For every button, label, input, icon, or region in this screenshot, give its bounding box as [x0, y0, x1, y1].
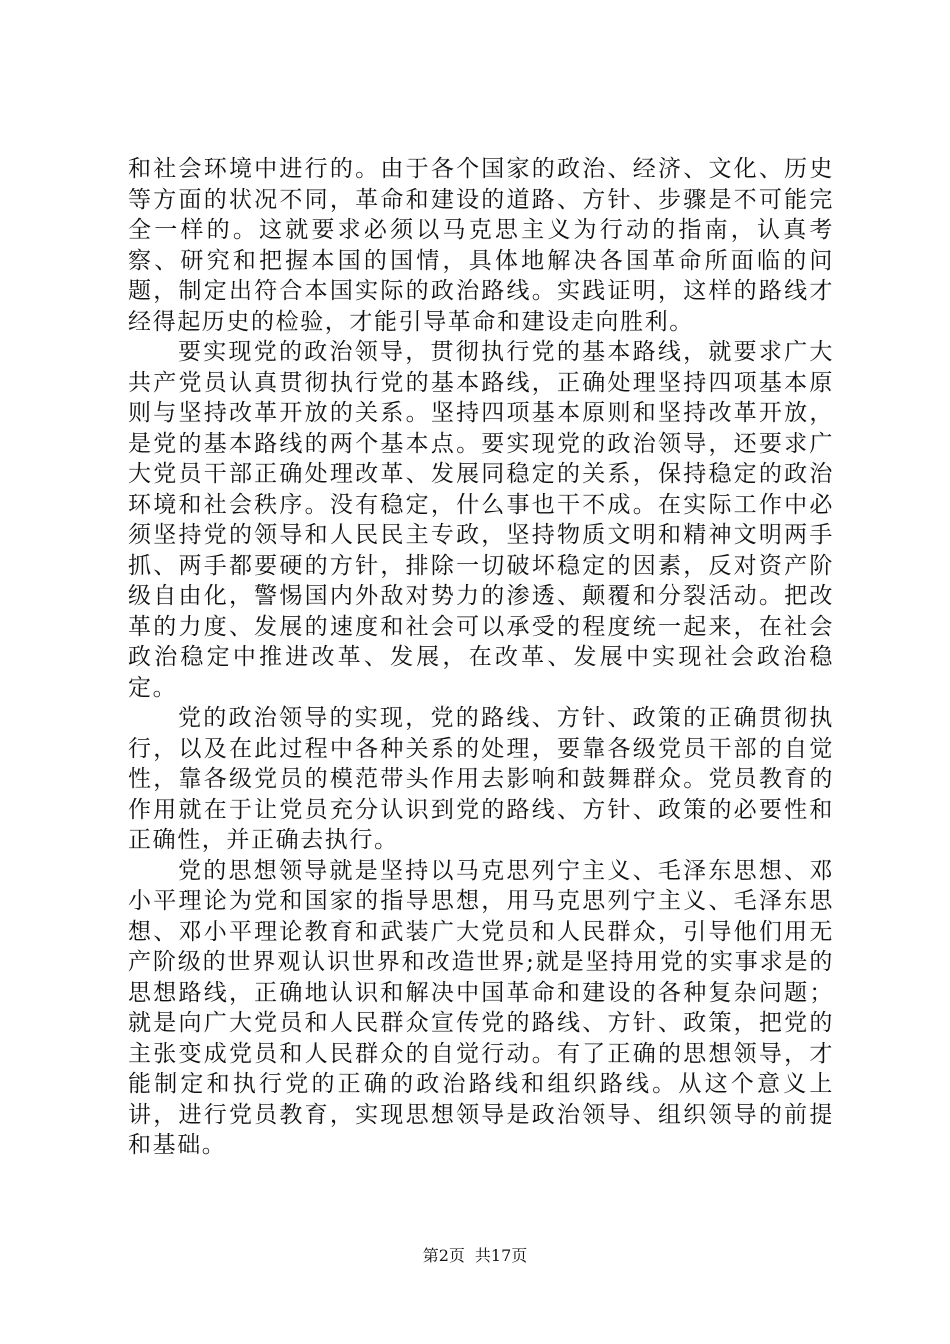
document-body [128, 154, 834, 1161]
page-number: 第2页 [422, 1246, 465, 1265]
page-total: 共17页 [474, 1246, 528, 1265]
paragraph-1: 和社会环境中进行的。由于各个国家的政治、经济、文化、历史等方面的状况不同，革命和建设的道路、方针、步骤是不可能完全一样的。这就要求必须以马克思主义为行动的指南，认真考察、研究和把握本国的国情，具体地解决各国革命所面临的问题，制定出符合本国实际的政治路线。实践证明，这样的路线才经得起历史的检验，才能引导革命和建设走向胜利。 [128, 156, 834, 335]
paragraph-4: 党的思想领导就是坚持以马克思列宁主义、毛泽东思想、邓小平理论为党和国家的指导思想，用马克思列宁主义、毛泽东思想、邓小平理论教育和武装广大党员和人民群众，引导他们用无产阶级的世界观认识世界和改造世界;就是坚持用党的实事求是的思想路线，正确地认识和解决中国革命和建设的各种复杂问题；就是向广大党员和人民群众宣传党的路线、方针、政策，把党的主张变成党员和人民群众的自觉行动。有了正确的思想领导，才能制定和执行党的正确的政治路线和组织路线。从这个意义上讲，进行党员教育，实现思想领导是政治领导、组织领导的前提和基础。 [128, 857, 834, 1158]
page-footer [0, 1243, 950, 1266]
paragraph-3: 党的政治领导的实现，党的路线、方针、政策的正确贯彻执行，以及在此过程中各种关系的处理，要靠各级党员干部的自觉性，靠各级党员的模范带头作用去影响和鼓舞群众。党员教育的作用就在于让党员充分认识到党的路线、方针、政策的必要性和正确性，并正确去执行。 [128, 705, 834, 853]
paragraph-2: 要实现党的政治领导，贯彻执行党的基本路线，就要求广大共产党员认真贯彻执行党的基本路线，正确处理坚持四项基本原则与坚持改革开放的关系。坚持四项基本原则和坚持改革开放，是党的基本路线的两个基本点。要实现党的政治领导，还要求广大党员干部正确处理改革、发展同稳定的关系，保持稳定的政治环境和社会秩序。没有稳定，什么事也干不成。在实际工作中必须坚持党的领导和人民民主专政，坚持物质文明和精神文明两手抓、两手都要硬的方针，排除一切破坏稳定的因素，反对资产阶级自由化，警惕国内外敌对势力的渗透、颠覆和分裂活动。把改革的力度、发展的速度和社会可以承受的程度统一起来，在社会政治稳定中推进改革、发展，在改革、发展中实现社会政治稳定。 [128, 339, 834, 701]
